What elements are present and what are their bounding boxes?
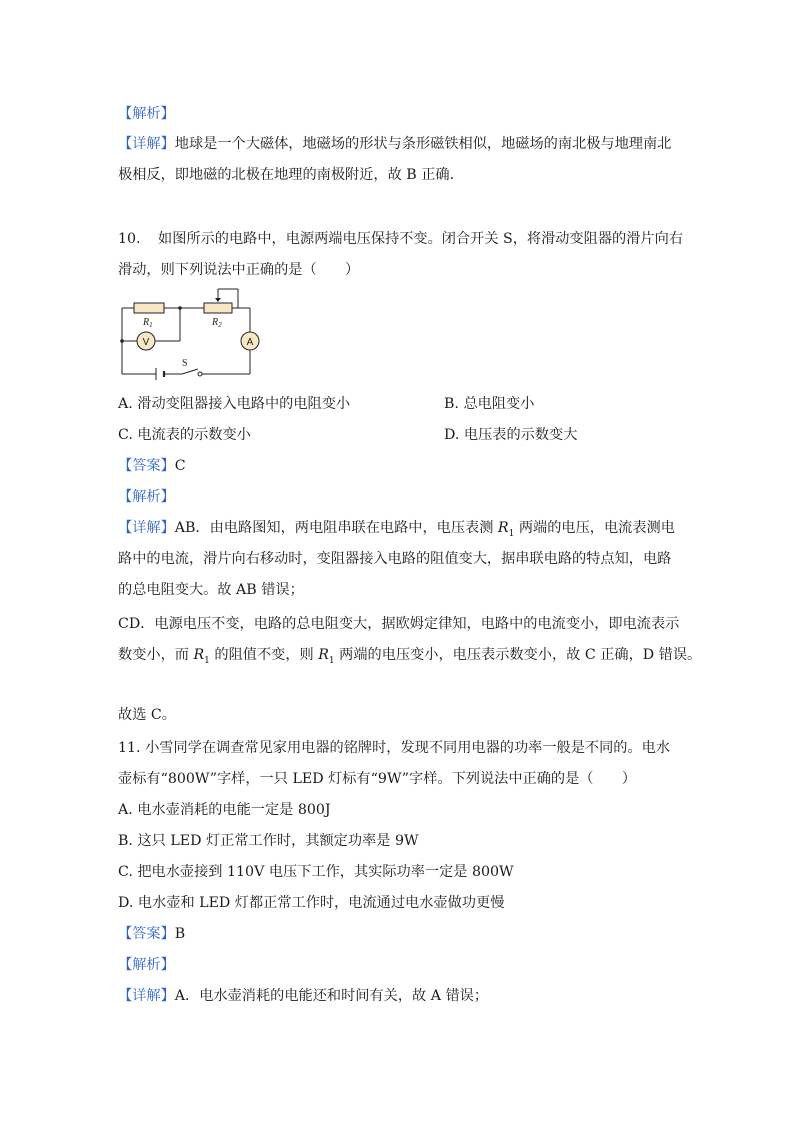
question-number: 10. (118, 231, 141, 247)
slider-arrow-icon (215, 298, 221, 302)
resistor-symbol: R (193, 647, 205, 663)
switch-label: S (182, 358, 188, 369)
q10-option-d: D. 电压表的示数变大 (444, 427, 578, 443)
resistor-r2 (204, 303, 232, 313)
q10-stem-line-2: 滑动，则下列说法中正确的是（ ） (118, 262, 360, 278)
resistor-symbol: R (318, 647, 329, 663)
resistor-r1 (134, 303, 164, 313)
detail-text: 数变小，而 (118, 647, 194, 663)
q10-answer (118, 456, 186, 476)
q10-option-b: B. 总电阻变小 (444, 396, 535, 412)
detail-text: 地球是一个大磁体，地磁场的形状与条形磁铁相似，地磁场的南北极与地理南北 (174, 136, 672, 152)
q11-option-b: B. 这只 LED 灯正常工作时，其额定功率是 9W (118, 833, 419, 849)
detail-text: AB．由电路图知，两电阻串联在电路中，电压表测 (174, 520, 498, 536)
detail-tag: 【详解】 (118, 520, 175, 536)
q11-analysis-heading (118, 955, 175, 975)
q10-detail-line-2: 路中的电流，滑片向右移动时，变阻器接入电路的阻值变大，据串联电路的特点知，电路 (118, 551, 672, 567)
r2-label: $R_2$ (212, 317, 222, 329)
ammeter-label: A (246, 337, 254, 348)
resistor-symbol: R (497, 520, 509, 536)
detail-tag: 【详解】 (118, 988, 175, 1004)
answer-value: C (174, 458, 186, 474)
q11-stem-line-1: 11. 小雪同学在调查常见家用电器的铭牌时，发现不同用电器的功率一般是不同的。电水 (118, 740, 671, 756)
q10-detail-line-3: 的总电阻变大。故 AB 错误； (118, 582, 304, 598)
q11-option-a: A. 电水壶消耗的电能一定是 800J (118, 802, 331, 818)
circuit-diagram (112, 288, 262, 384)
detail-text: 两端的电压，电流表测电 (514, 520, 675, 536)
answer-tag: 【答案】 (118, 458, 175, 474)
stem-text: 如图所示的电路中，电源两端电压保持不变。闭合开关 S，将滑动变阻器的滑片向右 (158, 231, 683, 247)
q9-detail-line-2: 极相反，即地磁的北极在地理的南极附近，故 B 正确． (118, 167, 464, 183)
q10-option-a: A. 滑动变阻器接入电路中的电阻变小 (118, 396, 351, 412)
analysis-tag: 【解析】 (118, 489, 175, 505)
q11-option-c: C. 把电水壶接到 110V 电压下工作，其实际功率一定是 800W (118, 864, 514, 880)
detail-text: 两端的电压变小，电压表示数变小，故 C 正确，D 错误。 (334, 647, 702, 663)
r1-label: $R_1$ (143, 317, 153, 329)
answer-tag: 【答案】 (118, 926, 175, 942)
resistor-subscript: 1 (204, 655, 210, 666)
q11-detail-line-1 (118, 986, 488, 1006)
q11-answer (118, 924, 185, 944)
q11-option-d: D. 电水壶和 LED 灯都正常工作时，电流通过电水壶做功更慢 (118, 895, 505, 911)
analysis-tag: 【解析】 (118, 106, 175, 122)
q10-analysis-heading (118, 487, 175, 507)
q9-analysis-heading (118, 104, 175, 124)
answer-value: B (174, 926, 186, 942)
q10-conclusion: 故选 C。 (118, 707, 176, 723)
q10-detail-line-5 (118, 645, 701, 671)
detail-text: A．电水壶消耗的电能还和时间有关，故 A 错误； (174, 988, 489, 1004)
resistor-subscript: 1 (508, 528, 515, 539)
resistor-subscript: 1 (328, 655, 335, 666)
q10-stem-line-1 (118, 229, 683, 249)
q10-option-c: C. 电流表的示数变小 (118, 427, 251, 443)
detail-text: 的阻值不变，则 (209, 647, 319, 663)
detail-tag: 【详解】 (118, 136, 175, 152)
q10-detail-line-1 (118, 518, 675, 544)
q9-detail-line-1 (118, 134, 671, 154)
q10-detail-line-4: CD．电源电压不变，电路的总电阻变大，据欧姆定律知，电路中的电流变小，即电流表示 (118, 616, 680, 632)
switch-icon (198, 372, 202, 376)
analysis-tag: 【解析】 (118, 957, 175, 973)
q11-stem-line-2: 壶标有“800W”字样，一只 LED 灯标有“9W”字样。下列说法中正确的是（ ） (118, 771, 637, 787)
voltmeter-label: V (142, 337, 150, 348)
